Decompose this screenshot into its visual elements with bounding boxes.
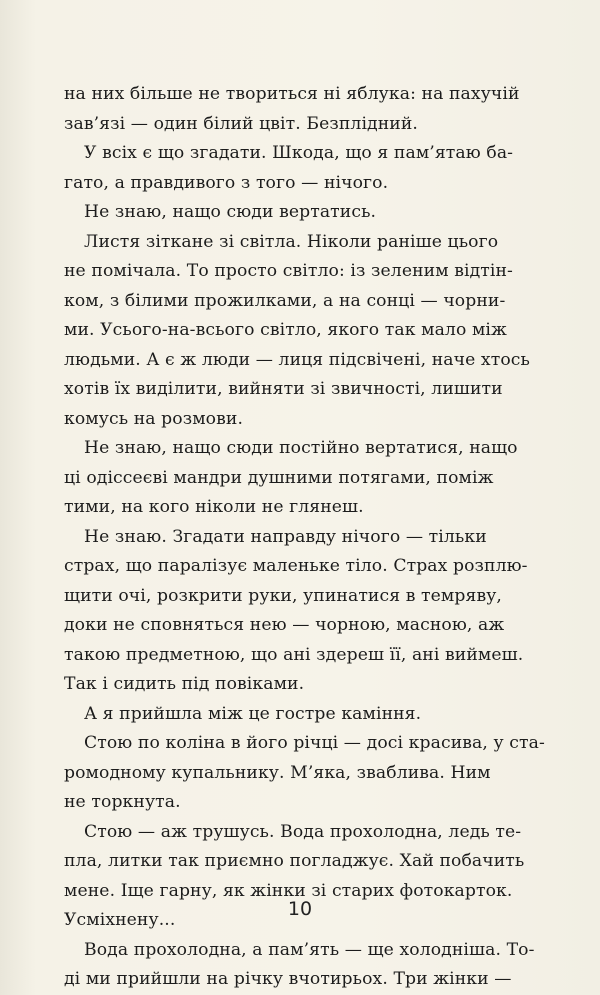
text-line: Стою — аж трушусь. Вода прохолодна, ледь те- (84, 821, 522, 842)
text-line: Вода прохолодна, а пам’ять — ще холодніша. То- (84, 939, 535, 960)
text-line: доки не сповняться нею — чорною, масною, аж (64, 615, 505, 635)
text-line: А я прийшла між це гостре каміння. (84, 703, 422, 724)
text-line: Не знаю, нащо сюди постійно вертатися, нащо (84, 438, 518, 458)
text-line: не торкнута. (64, 792, 181, 812)
text-line: ромодному купальнику. М’яка, зваблива. Ним (64, 762, 491, 783)
text-line: такою предметною, що ані здереш її, ані виймеш. (64, 644, 524, 665)
text-line: зав’язі — один білий цвіт. Безплідний. (64, 113, 418, 134)
text-line: ми. Усього-на-всього світло, якого так мало між (64, 320, 507, 340)
text-line: комусь на розмови. (64, 408, 244, 429)
text-line: ці одіссеєві мандри душними потягами, поміж (64, 467, 494, 488)
text-line: гато, а правдивого з того — нічого. (64, 172, 389, 193)
text-line: Стою по коліна в його річці — досі красива, у ста- (84, 733, 545, 753)
text-line: ком, з білими прожилками, а на сонці — чорни- (64, 290, 506, 311)
text-line: не помічала. То просто світло: із зеленим відтін- (64, 261, 513, 281)
text-line: пла, литки так приємно погладжує. Хай побачить (64, 851, 525, 871)
text-line: Не знаю, нащо сюди вертатись. (84, 202, 377, 222)
text-line: людьми. А є ж люди — лиця підсвічені, наче хтось (64, 349, 530, 370)
body-text (64, 80, 552, 995)
text-line: страх, що паралізує маленьке тіло. Страх розплю- (64, 556, 528, 576)
text-line: У всіх є що згадати. Шкода, що я пам’ятаю ба- (84, 143, 514, 163)
text-line: на них більше не твориться ні яблука: на пахучій (64, 84, 520, 104)
text-line: Листя зіткане зі світла. Ніколи раніше цього (84, 231, 499, 252)
text-line: мене. Іще гарну, як жінки зі старих фотокарток. (64, 880, 513, 901)
text-line: Усміхнену... (64, 910, 176, 930)
text-line: тими, на кого ніколи не глянеш. (64, 497, 364, 517)
text-line: Не знаю. Згадати направду нічого — тільки (84, 526, 487, 547)
page-number: 10 (287, 898, 313, 920)
text-line: хотів їх виділити, вийняти зі звичності, лишити (64, 379, 503, 399)
text-line: щити очі, розкрити руки, упинатися в темряву, (64, 585, 502, 606)
text-line: Так і сидить під повіками. (64, 674, 305, 694)
text-line: ді ми прийшли на річку вчотирьох. Три жінки — (64, 969, 512, 989)
